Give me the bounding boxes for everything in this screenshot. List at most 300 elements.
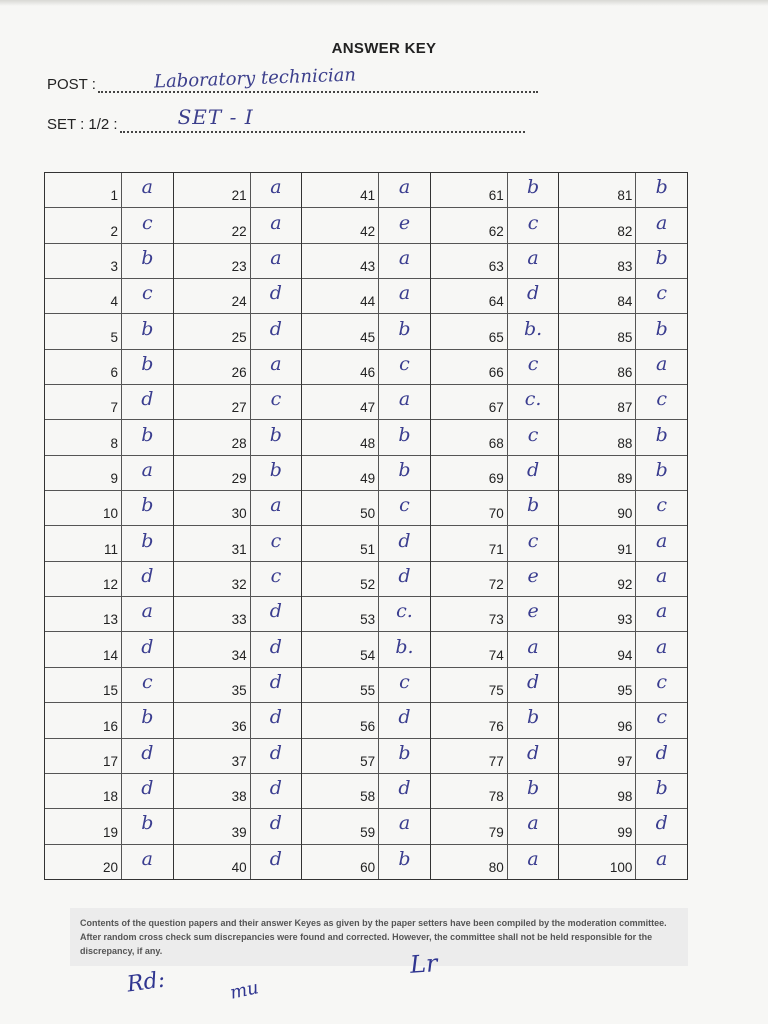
question-number: 69 (431, 456, 508, 490)
answer-value: d (526, 458, 540, 481)
answer-value: b (141, 706, 154, 729)
answer-row (174, 774, 302, 809)
question-number: 33 (174, 597, 251, 631)
answer-row (174, 244, 302, 279)
question-number: 17 (45, 739, 122, 773)
answer-row (431, 420, 559, 455)
post-value: Laboratory technician (153, 64, 357, 93)
question-number: 58 (302, 774, 379, 808)
answer-row (302, 562, 430, 597)
answer-value: d (269, 600, 282, 623)
question-number: 52 (302, 562, 379, 596)
answer-row (302, 208, 430, 243)
question-number: 22 (174, 208, 251, 242)
question-number: 74 (431, 632, 508, 666)
answer-row (431, 208, 559, 243)
question-number: 57 (302, 739, 379, 773)
answer-value: d (269, 635, 282, 658)
answer-value: a (398, 388, 411, 411)
question-number: 45 (302, 314, 379, 348)
question-number: 88 (559, 420, 636, 454)
answer-value: b. (523, 317, 543, 340)
answer-value: c (399, 494, 410, 517)
answer-row (559, 314, 687, 349)
answer-row (302, 632, 430, 667)
answer-value: b (141, 494, 154, 517)
answer-row (431, 703, 559, 738)
question-number: 61 (431, 173, 508, 207)
question-number: 81 (559, 173, 636, 207)
signature-1: Rd: (125, 967, 167, 998)
answer-row (302, 420, 430, 455)
answer-row (302, 739, 430, 774)
answer-row (174, 597, 302, 632)
answer-row (174, 208, 302, 243)
question-number: 60 (302, 845, 379, 879)
question-number: 66 (431, 350, 508, 384)
question-number: 32 (174, 562, 251, 596)
answer-row (174, 809, 302, 844)
answer-value: b (398, 423, 411, 446)
answer-row (302, 597, 430, 632)
answer-value: a (141, 847, 153, 870)
answer-row (45, 385, 173, 420)
answer-row (431, 173, 559, 208)
answer-row (431, 774, 559, 809)
answer-value: d (269, 282, 282, 305)
post-field (47, 64, 538, 93)
answer-value: a (398, 282, 411, 305)
answer-row (45, 668, 173, 703)
answer-value: d (269, 317, 282, 340)
answer-value: d (269, 847, 282, 870)
answer-value: c (141, 282, 153, 305)
answer-row (559, 350, 687, 385)
answer-value: a (527, 812, 539, 835)
answer-value: e (527, 564, 539, 587)
answer-row (45, 739, 173, 774)
answer-value: c (656, 670, 667, 693)
question-number: 98 (559, 774, 636, 808)
answer-value: c (527, 352, 539, 375)
answer-row (45, 244, 173, 279)
answer-row (302, 809, 430, 844)
set-field (47, 105, 525, 133)
question-number: 31 (174, 526, 251, 560)
answer-row (45, 845, 173, 879)
question-number: 30 (174, 491, 251, 525)
answer-value: b (398, 317, 411, 340)
answer-row (174, 456, 302, 491)
answer-row (45, 809, 173, 844)
question-number: 90 (559, 491, 636, 525)
answer-value: a (398, 246, 411, 269)
answer-value: b (398, 458, 411, 481)
question-number: 49 (302, 456, 379, 490)
answer-row (302, 314, 430, 349)
answer-row (45, 703, 173, 738)
answer-value: c (399, 352, 410, 375)
question-number: 83 (559, 244, 636, 278)
question-number: 35 (174, 668, 251, 702)
question-number: 78 (431, 774, 508, 808)
answer-value: a (270, 211, 282, 234)
answer-column (174, 173, 303, 879)
question-number: 68 (431, 420, 508, 454)
answer-row (559, 208, 687, 243)
question-number: 4 (45, 279, 122, 313)
answer-row (302, 279, 430, 314)
answer-value: d (398, 529, 411, 552)
answer-value: c (527, 529, 539, 552)
question-number: 55 (302, 668, 379, 702)
moderation-note: Contents of the question papers and their answer Keyes as given by the paper setters have been compiled by the moderation committee. After random cross check sum discrepancies were found and corrected. However, the committee shall not be held responsible for the discrepancy, if any. (70, 908, 688, 966)
answer-value: a (141, 458, 153, 481)
question-number: 51 (302, 526, 379, 560)
answer-value: b (655, 246, 668, 269)
answer-row (559, 809, 687, 844)
answer-value: a (270, 494, 282, 517)
answer-column (45, 173, 174, 879)
question-number: 86 (559, 350, 636, 384)
page-title: ANSWER KEY (331, 40, 437, 57)
answer-value: c (399, 670, 410, 693)
question-number: 54 (302, 632, 379, 666)
answer-value: b (655, 458, 668, 481)
set-value: SET - I (177, 105, 254, 129)
answer-row (174, 526, 302, 561)
answer-row (431, 491, 559, 526)
answer-row (431, 845, 559, 879)
question-number: 5 (45, 314, 122, 348)
answer-value: a (527, 246, 539, 269)
answer-value: a (270, 246, 282, 269)
answer-value: c. (396, 600, 413, 623)
question-number: 29 (174, 456, 251, 490)
answer-value: d (269, 670, 282, 693)
answer-row (431, 279, 559, 314)
question-number: 23 (174, 244, 251, 278)
answer-value: c (527, 211, 539, 234)
question-number: 95 (559, 668, 636, 702)
answer-grid (44, 172, 688, 880)
post-dotted-line (98, 64, 538, 93)
question-number: 93 (559, 597, 636, 631)
question-number: 20 (45, 845, 122, 879)
question-number: 10 (45, 491, 122, 525)
answer-value: a (656, 847, 668, 870)
question-number: 91 (559, 526, 636, 560)
answer-value: c (270, 388, 282, 411)
answer-row (559, 739, 687, 774)
question-number: 47 (302, 385, 379, 419)
answer-row (302, 244, 430, 279)
answer-value: b (141, 246, 154, 269)
answer-row (174, 703, 302, 738)
answer-row (559, 526, 687, 561)
answer-value: d (269, 741, 282, 764)
post-label: POST : (47, 76, 96, 93)
question-number: 62 (431, 208, 508, 242)
answer-row (174, 350, 302, 385)
answer-value: e (527, 600, 539, 623)
answer-row (559, 774, 687, 809)
answer-row (174, 739, 302, 774)
answer-row (431, 632, 559, 667)
question-number: 26 (174, 350, 251, 384)
answer-row (302, 703, 430, 738)
answer-value: b (141, 812, 154, 835)
answer-row (559, 845, 687, 879)
question-number: 3 (45, 244, 122, 278)
set-dotted-line (120, 105, 525, 133)
answer-row (302, 456, 430, 491)
answer-value: a (656, 600, 668, 623)
answer-value: d (141, 564, 154, 587)
question-number: 7 (45, 385, 122, 419)
answer-value: a (656, 529, 668, 552)
answer-value: a (656, 564, 668, 587)
question-number: 1 (45, 173, 122, 207)
answer-row (559, 173, 687, 208)
answer-row (431, 526, 559, 561)
question-number: 28 (174, 420, 251, 454)
answer-value: c (270, 564, 282, 587)
answer-value: b (269, 423, 282, 446)
question-number: 2 (45, 208, 122, 242)
answer-row (174, 491, 302, 526)
page-edge (0, 0, 768, 6)
answer-row (45, 208, 173, 243)
answer-value: b (141, 529, 154, 552)
question-number: 12 (45, 562, 122, 596)
answer-value: c (270, 529, 282, 552)
answer-row (45, 420, 173, 455)
question-number: 64 (431, 279, 508, 313)
question-number: 67 (431, 385, 508, 419)
question-number: 73 (431, 597, 508, 631)
answer-value: b (655, 777, 668, 800)
answer-value: d (655, 741, 668, 764)
answer-value: d (269, 706, 282, 729)
question-number: 77 (431, 739, 508, 773)
question-number: 43 (302, 244, 379, 278)
answer-row (45, 562, 173, 597)
answer-row (559, 703, 687, 738)
question-number: 36 (174, 703, 251, 737)
question-number: 37 (174, 739, 251, 773)
answer-value: c (527, 423, 539, 446)
answer-row (174, 314, 302, 349)
answer-row (302, 350, 430, 385)
answer-row (302, 173, 430, 208)
answer-row (431, 809, 559, 844)
answer-column (559, 173, 687, 879)
question-number: 92 (559, 562, 636, 596)
answer-row (559, 562, 687, 597)
answer-row (45, 526, 173, 561)
answer-value: b (269, 458, 282, 481)
answer-column (431, 173, 560, 879)
question-number: 71 (431, 526, 508, 560)
answer-value: a (656, 635, 668, 658)
answer-value: c (141, 211, 153, 234)
answer-row (302, 526, 430, 561)
question-number: 24 (174, 279, 251, 313)
question-number: 46 (302, 350, 379, 384)
answer-value: e (398, 211, 411, 234)
question-number: 85 (559, 314, 636, 348)
answer-row (45, 456, 173, 491)
answer-column (302, 173, 431, 879)
answer-row (559, 491, 687, 526)
question-number: 100 (559, 845, 636, 879)
answer-row (431, 350, 559, 385)
answer-value: d (141, 635, 154, 658)
question-number: 70 (431, 491, 508, 525)
answer-row (45, 597, 173, 632)
answer-value: b (655, 423, 668, 446)
answer-value: d (141, 741, 154, 764)
question-number: 27 (174, 385, 251, 419)
answer-row (174, 668, 302, 703)
question-number: 50 (302, 491, 379, 525)
answer-row (559, 420, 687, 455)
answer-row (559, 456, 687, 491)
answer-value: b (655, 317, 668, 340)
question-number: 79 (431, 809, 508, 843)
answer-value: a (270, 176, 282, 199)
answer-row (45, 314, 173, 349)
question-number: 16 (45, 703, 122, 737)
answer-value: d (269, 812, 282, 835)
answer-value: b (526, 777, 540, 800)
question-number: 80 (431, 845, 508, 879)
question-number: 94 (559, 632, 636, 666)
question-number: 76 (431, 703, 508, 737)
answer-value: b (398, 741, 411, 764)
answer-value: c (656, 494, 667, 517)
answer-row (302, 845, 430, 879)
question-number: 34 (174, 632, 251, 666)
answer-value: d (398, 564, 411, 587)
answer-row (302, 774, 430, 809)
question-number: 15 (45, 668, 122, 702)
answer-row (559, 632, 687, 667)
set-label: SET : 1/2 : (47, 116, 118, 133)
answer-row (559, 279, 687, 314)
answer-row (174, 173, 302, 208)
answer-row (431, 668, 559, 703)
question-number: 84 (559, 279, 636, 313)
answer-row (302, 491, 430, 526)
answer-value: d (269, 777, 282, 800)
question-number: 39 (174, 809, 251, 843)
answer-row (559, 597, 687, 632)
signature-2: mu (228, 977, 261, 1004)
question-number: 97 (559, 739, 636, 773)
answer-row (174, 845, 302, 879)
question-number: 38 (174, 774, 251, 808)
answer-value: d (526, 741, 540, 764)
answer-value: b (526, 176, 540, 199)
question-number: 18 (45, 774, 122, 808)
answer-value: c (141, 670, 153, 693)
question-number: 87 (559, 385, 636, 419)
answer-row (559, 244, 687, 279)
question-number: 89 (559, 456, 636, 490)
question-number: 9 (45, 456, 122, 490)
answer-row (431, 597, 559, 632)
answer-row (431, 739, 559, 774)
answer-value: c (656, 282, 667, 305)
question-number: 13 (45, 597, 122, 631)
question-number: 53 (302, 597, 379, 631)
answer-value: d (398, 777, 411, 800)
question-number: 44 (302, 279, 379, 313)
answer-value: a (527, 635, 539, 658)
answer-value: b (526, 494, 540, 517)
question-number: 21 (174, 173, 251, 207)
answer-row (45, 350, 173, 385)
answer-value: a (656, 352, 668, 375)
answer-row (302, 668, 430, 703)
answer-value: d (526, 282, 540, 305)
answer-row (431, 562, 559, 597)
question-number: 25 (174, 314, 251, 348)
answer-value: a (656, 211, 668, 234)
answer-value: a (141, 176, 153, 199)
answer-row (45, 491, 173, 526)
answer-value: c. (524, 388, 542, 411)
answer-value: b (398, 847, 411, 870)
answer-row (45, 632, 173, 667)
answer-row (431, 456, 559, 491)
question-number: 75 (431, 668, 508, 702)
answer-row (431, 314, 559, 349)
signature-3: Lr (409, 949, 439, 979)
answer-row (174, 279, 302, 314)
question-number: 56 (302, 703, 379, 737)
question-number: 42 (302, 208, 379, 242)
answer-row (559, 668, 687, 703)
answer-value: b (141, 317, 154, 340)
question-number: 40 (174, 845, 251, 879)
question-number: 6 (45, 350, 122, 384)
question-number: 65 (431, 314, 508, 348)
question-number: 59 (302, 809, 379, 843)
question-number: 63 (431, 244, 508, 278)
question-number: 82 (559, 208, 636, 242)
answer-value: a (141, 600, 153, 623)
answer-row (45, 774, 173, 809)
answer-value: a (398, 812, 411, 835)
answer-row (431, 385, 559, 420)
answer-row (45, 279, 173, 314)
question-number: 19 (45, 809, 122, 843)
answer-value: c (656, 706, 667, 729)
answer-value: a (527, 847, 539, 870)
answer-row (174, 420, 302, 455)
answer-row (559, 385, 687, 420)
answer-value: d (141, 388, 154, 411)
answer-value: b (141, 423, 154, 446)
answer-value: b. (395, 635, 414, 658)
answer-value: b (655, 176, 668, 199)
answer-row (45, 173, 173, 208)
answer-value: d (141, 777, 154, 800)
answer-value: d (398, 706, 411, 729)
